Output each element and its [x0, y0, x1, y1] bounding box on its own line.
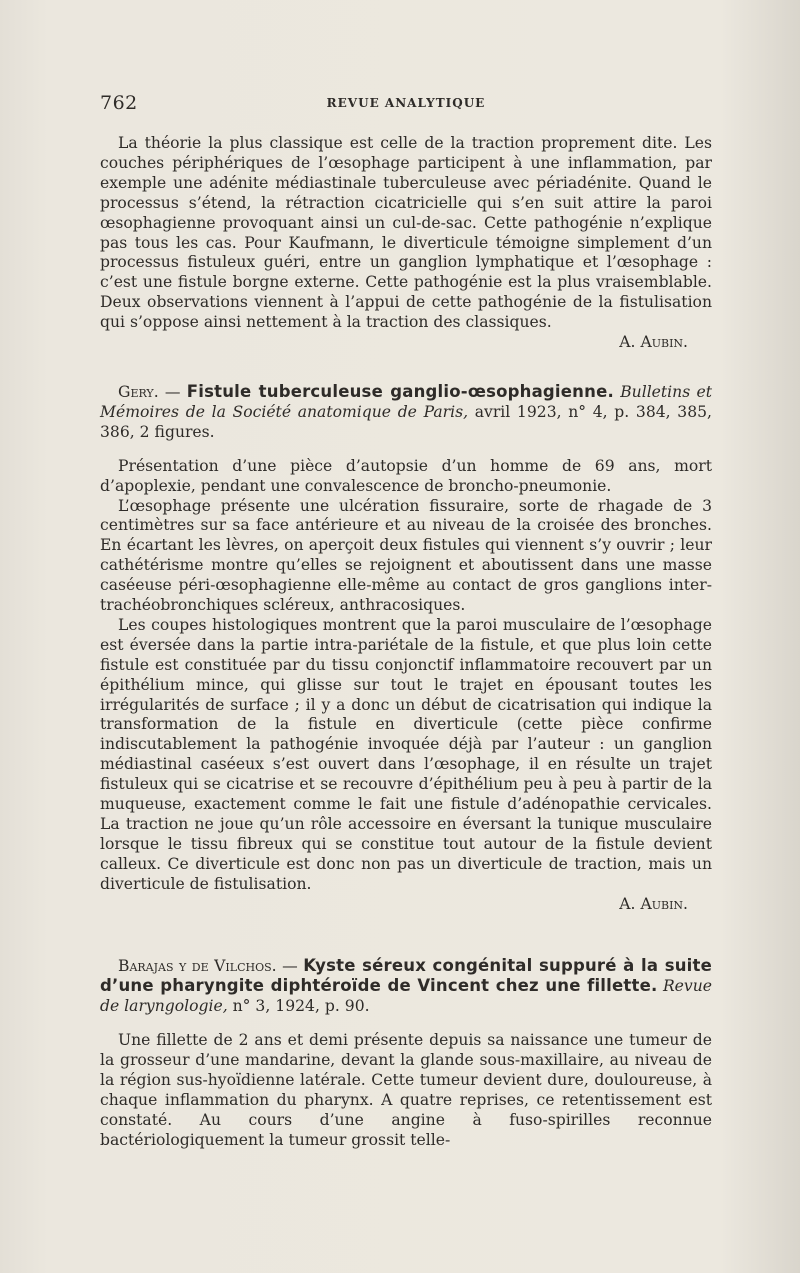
article3-source: Revue de laryngologie, — [100, 977, 712, 1016]
page-header — [100, 92, 712, 118]
article3-author: Barajas y de Vilchos. — [118, 956, 277, 975]
article2-paragraph-2: L’œsophage présente une ulcération fissuraire, sorte de rhagade de 3 centimètres sur sa face antérieure et au niveau de la croisée des bronches. En écartant les lèvres, on aperçoit deux fistules qui viennent s’y ouvrir ; leur cathétérisme montre qu’elles se rejoignent et aboutissent dans une masse caséeuse péri-œsophagienne elle-même au contact de gros ganglions inter-trachéobronchiques scléreux, anthracosiques. — [100, 496, 712, 615]
article1-signature-row — [100, 333, 712, 353]
running-title: REVUE ANALYTIQUE — [326, 96, 486, 110]
article2-title: Fistule tuberculeuse ganglio-œsophagienne. — [186, 381, 614, 401]
article2-signature-row — [100, 895, 712, 915]
article3-reference: n° 3, 1924, p. 90. — [232, 997, 370, 1016]
article2-signature: A. Aubin. — [619, 894, 688, 913]
article2-author: Gery. — [118, 382, 159, 401]
article3-paragraph-1: Une fillette de 2 ans et demi présente depuis sa naissance une tumeur de la grosseur d’une mandarine, devant la glande sous-maxillaire, au niveau de la région sus-hyoïdienne latérale. Cette tumeur devient dure, douloureuse, à chaque inflammation du pharynx. A quatre reprises, ce retentissement est constaté. Au cours d’une angine à fuso-spirilles reconnue bactériologiquement la tumeur grossit telle- — [100, 1031, 712, 1149]
article2-source: Bulletins et Mémoires de la Société anatomique de Paris, — [100, 382, 712, 421]
article2-heading: Gery. — Fistule tuberculeuse ganglio-œsophagienne. Bulletins et Mémoires de la Société anatomique de Paris, avril 1923, n° 4, p. 384, 385, 386, 2 figures. — [100, 381, 712, 441]
page-number: 762 — [100, 92, 138, 114]
article2-reference: avril 1923, n° 4, p. 384, 385, 386, 2 figures. — [100, 402, 712, 441]
article1-text: La théorie la plus classique est celle de la traction proprement dite. Les couches périphériques de l’œsophage participent à une inflammation, par exemple une adénite médiastinale tuberculeuse avec périadénite. Quand le processus s’étend, la rétraction cicatricielle qui s’en suit attire la paroi œsophagienne provoquant ainsi un cul-de-sac. Cette pathogénie n’explique pas tous les cas. Pour Kaufmann, le diverticule témoigne simplement d’un processus fistuleux guéri, entre un ganglion lymphatique et l’œsophage : c’est une fistule borgne externe. Cette pathogénie est la plus vraisemblable. Deux observations viennent à l’appui de cette pathogénie de la fistulisation qui s’oppose ainsi nettement à la traction des classiques. — [100, 134, 712, 332]
article3-heading: Barajas y de Vilchos. — Kyste séreux congénital suppuré à la suite d’une pharyngite diphtéroïde de Vincent chez une fillette. Revue de laryngologie, n° 3, 1924, p. 90. — [100, 955, 712, 1016]
article2-paragraph-1: Présentation d’une pièce d’autopsie d’un homme de 69 ans, mort d’apoplexie, pendant une convalescence de broncho-pneumonie. — [100, 456, 712, 495]
article3-title: Kyste séreux congénital suppuré à la suite d’une pharyngite diphtéroïde de Vincent chez une fillette. — [100, 955, 712, 996]
page-body — [100, 134, 712, 1151]
article1-signature: A. Aubin. — [619, 333, 688, 352]
article2-paragraph-3: Les coupes histologiques montrent que la paroi musculaire de l’œsophage est éversée dans la partie intra-pariétale de la fistule, et que plus loin cette fistule est constituée par du tissu conjonctif inflammatoire recouvert par un épithélium mince, qui glisse sur tout le trajet en épousant toutes les irrégularités de surface ; il y a donc un début de cicatrisation qui indique la transformation de la fistule en diverticule (cette pièce confirme indiscutablement la pathogénie invoquée déjà par l’auteur : un ganglion médiastinal caséeux s’est ouvert dans l’œsophage, il en résulte un trajet fistuleux qui se cicatrise et se recouvre d’épithélium peu à peu à partir de la muqueuse, exactement comme le fait une fistule d’adénopathie cervicales. La traction ne joue qu’un rôle accessoire en éversant la tunique musculaire lorsque le tissu fibreux qui se constitue tout autour de la fistule devient calleux. Ce diverticule est donc non pas un diverticule de traction, mais un diverticule de fistulisation. — [100, 615, 712, 893]
